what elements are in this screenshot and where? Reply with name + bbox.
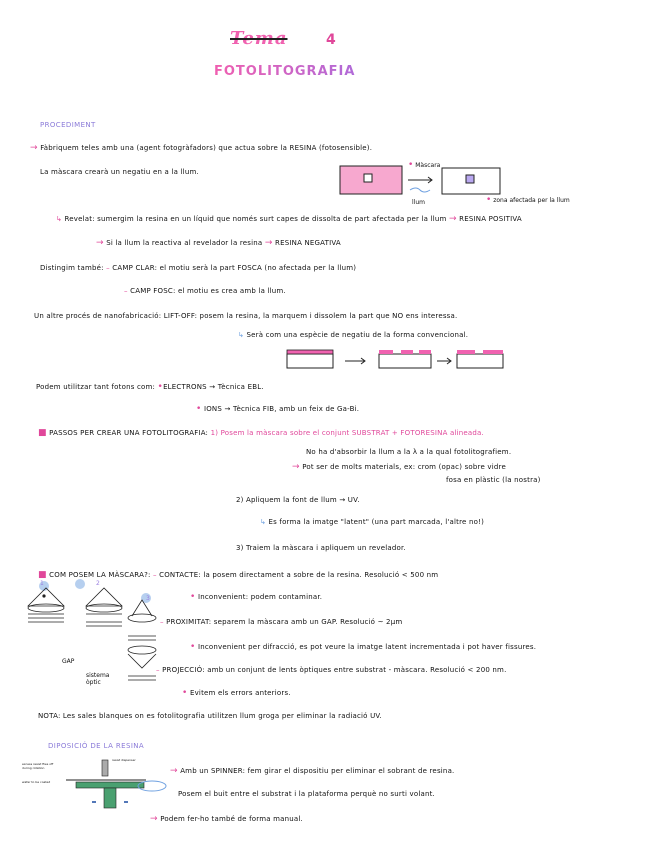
- method-number-1: 1: [40, 580, 44, 587]
- bullet-dot-icon: •: [486, 195, 492, 205]
- text-line: • Inconvenient per difracció, es pot veure la imatge latent incrementada i pot haver fissures.: [190, 642, 537, 652]
- text-line: – PROJECCIÓ: amb un conjunt de lents òptiques entre substrat - màscara. Resolució < 200 nm.: [156, 666, 507, 674]
- spinner-label-3: resist dispenser: [112, 758, 136, 762]
- gap-label: GAP: [62, 658, 75, 665]
- text-line: Distingim també: – CAMP CLAR: el motiu serà la part FOSCA (no afectada per la llum): [40, 264, 357, 272]
- text-line: 3) Traiem la màscara i apliquem un revelador.: [236, 544, 406, 552]
- bullet-dot-icon: •: [408, 160, 414, 170]
- light-squiggle: [410, 188, 430, 192]
- text-line: ↳ Revelat: sumergim la resina en un líquid que només surt capes de dissolta de part afectada per la llum → RESINA POSITIVA: [56, 214, 522, 224]
- mask-label: • Màscara: [408, 160, 441, 170]
- mask-window: [364, 174, 372, 182]
- note-line: NOTA: Les sales blanques on es fotolitografia utilitzen llum groga per eliminar la radiació UV.: [38, 712, 382, 720]
- text-line: ↳ Es forma la imatge "latent" (una part marcada, l'altre no!): [260, 518, 485, 526]
- page-subtitle: FOTOLITOGRAFIA: [214, 64, 356, 79]
- text-line: Un altre procés de nanofabricació: LIFT-OFF: posem la resina, la marquem i dissolem la part que NO ens interessa.: [34, 312, 458, 320]
- text-line: La màscara crearà un negatiu en a la llum.: [40, 168, 199, 176]
- text-line: ■ PASSOS PER CREAR UNA FOTOLITOGRAFIA: 1) Posem la màscara sobre el conjunt SUBSTRAT + FOTORESINA alineada.: [38, 428, 484, 438]
- text-line: No ha d'absorbir la llum a la λ a la qual fotolitografiem.: [306, 448, 512, 456]
- text-line: • Inconvenient: podem contaminar.: [190, 592, 323, 602]
- text-line: → Amb un SPINNER: fem girar el dispositiu per eliminar el sobrant de resina.: [170, 766, 455, 776]
- text-line: Podem utilitzar tant fotons com: •ELECTRONS → Tècnica EBL.: [36, 382, 264, 392]
- text-line: ↳ Serà com una espècie de negatiu de la forma convencional.: [238, 331, 469, 339]
- text-line: ■ COM POSEM LA MÀSCARA?: – CONTACTE: la posem directament a sobre de la resina. Resolució < 500 nm: [38, 570, 439, 580]
- text-line: → Si la llum la reactiva al revelador la resina → RESINA NEGATIVA: [96, 238, 341, 248]
- spinner-label-1: excess resist flies off during rotation: [22, 762, 54, 770]
- title-struck: Tema: [230, 28, 288, 49]
- section-heading-procediment: PROCEDIMENT: [40, 121, 96, 129]
- corner-arrow-icon: ↳: [56, 215, 63, 223]
- arrow-right-icon: →: [30, 143, 38, 153]
- corner-arrow-icon: ↳: [238, 331, 245, 339]
- method-number-2: 2: [96, 580, 100, 587]
- section-heading-diposicio: DIPOSICIÓ DE LA RESINA: [48, 742, 145, 750]
- text-line: – PROXIMITAT: separem la màscara amb un GAP. Resolució ~ 2μm: [160, 618, 403, 626]
- light-label: llum: [412, 199, 425, 206]
- text-line: → Pot ser de molts materials, ex: crom (opac) sobre vidre: [292, 462, 506, 472]
- spinner-label-2: wafer to be coated: [22, 780, 51, 784]
- text-line: → Podem fer-ho també de forma manual.: [150, 814, 303, 824]
- text-line: • Evitem els errors anteriors.: [182, 688, 291, 698]
- liftoff-diagram: [285, 348, 515, 374]
- arrow-right-icon: →: [96, 238, 104, 248]
- text-line: • IONS → Tècnica FIB, amb un feix de Ga-Bi.: [196, 404, 360, 414]
- text-line: → Fàbriquem teles amb una (agent fotogràfadors) que actua sobre la RESINA (fotosensible).: [30, 143, 373, 153]
- text-line: Posem el buit entre el substrat i la plataforma perquè no surti volant.: [178, 790, 435, 798]
- optical-system-label: sistema òptic: [86, 672, 110, 686]
- exposed-caption: • zona afectada per la llum: [486, 195, 570, 205]
- title-number: 4: [326, 32, 336, 48]
- corner-arrow-icon: ↳: [260, 518, 267, 526]
- method-number-3: 3: [146, 595, 150, 602]
- text-line: – CAMP FOSC: el motiu es crea amb la llum.: [124, 287, 286, 295]
- text-line: 2) Apliquem la font de llum → UV.: [236, 496, 360, 504]
- exposed-zone: [466, 175, 474, 183]
- text-line: fosa en plàstic (la nostra): [446, 476, 541, 484]
